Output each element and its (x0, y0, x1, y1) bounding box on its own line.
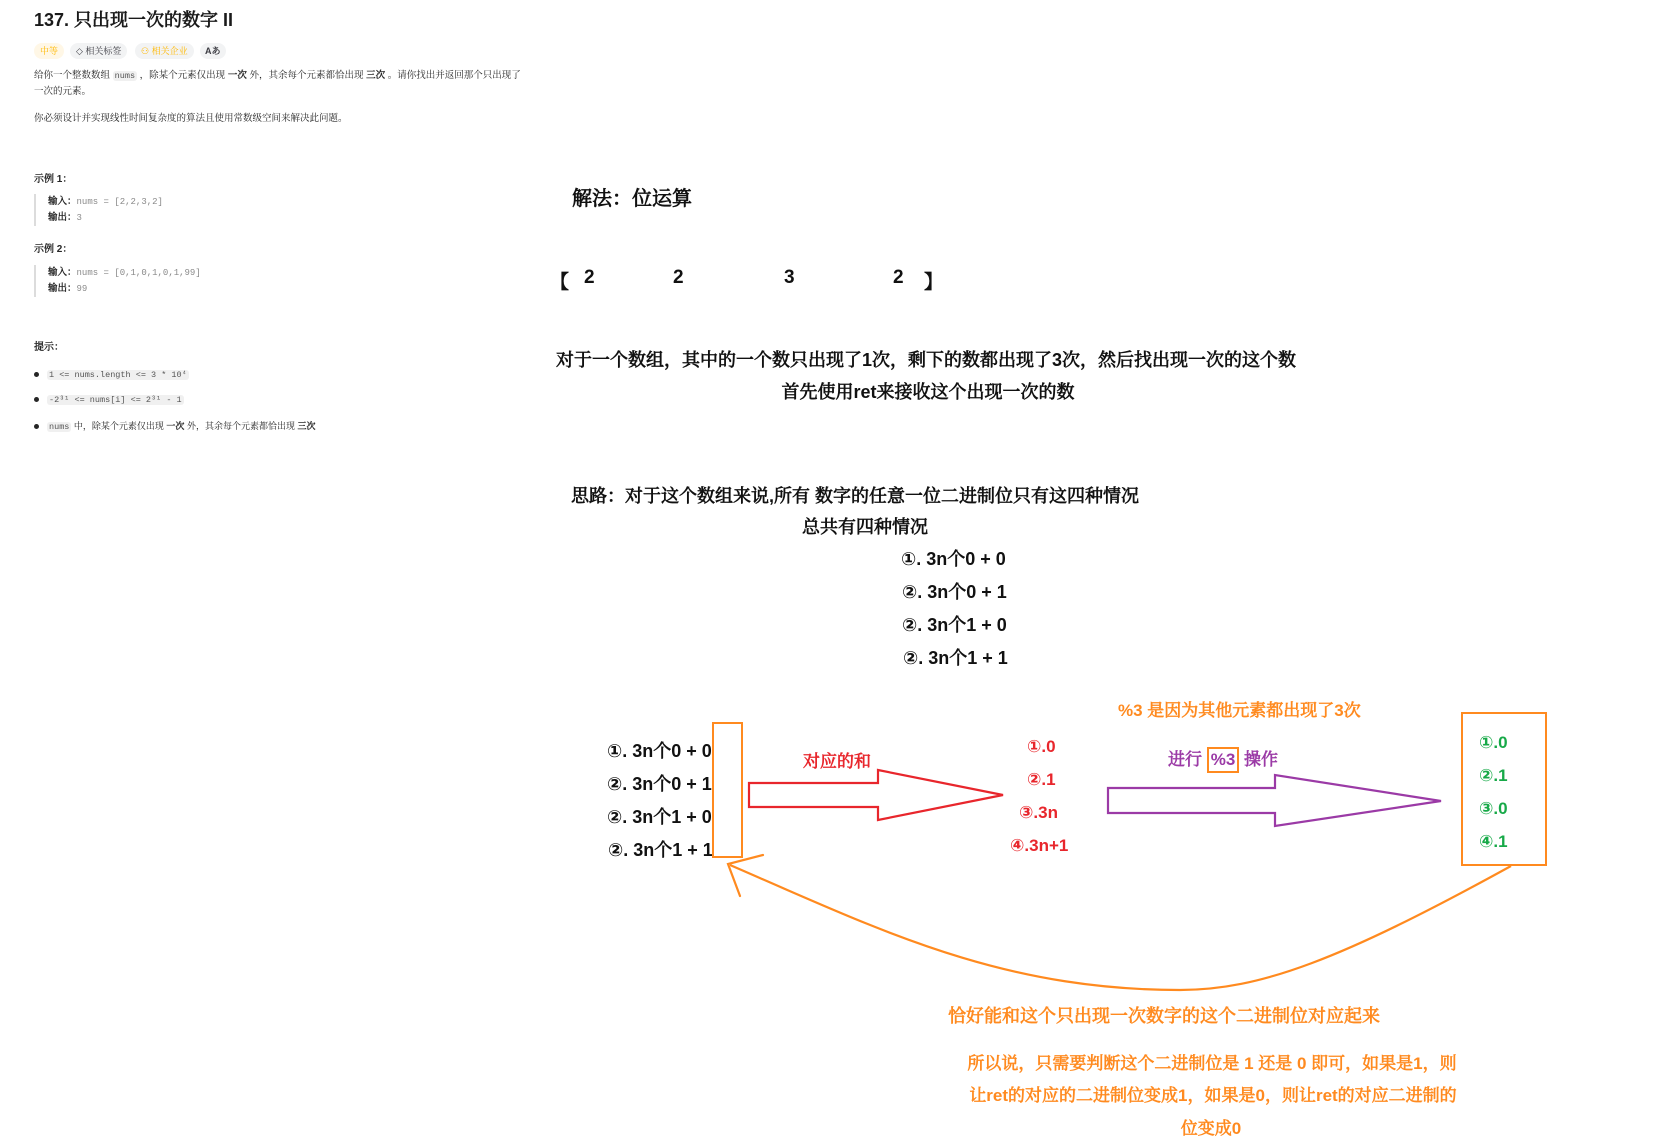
mod-operation-label: 进行 %3 操作 (1168, 745, 1278, 773)
example1-heading: 示例 1： (34, 174, 73, 185)
left-case-item: ②. 3n个0 + 1 (607, 774, 712, 794)
related-companies-button[interactable]: ⚇ 相关企业 (135, 43, 194, 59)
left-case-item: ①. 3n个0 + 0 (607, 741, 712, 761)
idea-line1: 思路：对于这个数组来说,所有 数字的任意一位二进制位只有这四种情况 (571, 486, 1139, 506)
example2-box: 输入：nums = [0,1,0,1,0,1,99] 输出：99 (34, 265, 201, 297)
array-value: 2 (893, 267, 904, 288)
hint-item: nums 中，除某个元素仅出现 一次 外，其余每个元素都恰出现 三次 (34, 419, 315, 432)
array-value: 2 (584, 267, 595, 288)
conclusion-line: 让ret的对应的二进制位变成1，如果是0，则让ret的对应二进制的 (969, 1086, 1457, 1105)
sum-label: 对应的和 (803, 752, 871, 771)
inline-code: nums (114, 71, 136, 81)
example2-heading: 示例 2： (34, 244, 73, 255)
font-size-icon[interactable]: Aあ (200, 43, 226, 59)
result-item: ④.1 (1479, 832, 1508, 851)
left-case-item: ②. 3n个1 + 0 (607, 807, 712, 827)
problem-description: 给你一个整数数组 nums ，除某个元素仅出现 一次 外，其余每个元素都恰出现 三次 。请你找出并返回那个只出现了 (34, 70, 521, 81)
problem-description-line2: 一次的元素。 (34, 86, 92, 97)
sum-item: ①.0 (1027, 737, 1056, 756)
sum-item: ③.3n (1019, 803, 1058, 822)
case-item: ①. 3n个0 + 0 (901, 549, 1006, 569)
solution-title: 解法：位运算 (572, 188, 692, 210)
result-item: ③.0 (1479, 799, 1508, 818)
case-item: ②. 3n个1 + 0 (902, 615, 1007, 635)
example1-box: 输入：nums = [2,2,3,2] 输出：3 (34, 194, 163, 226)
idea-line2: 总共有四种情况 (802, 517, 928, 537)
sum-item: ②.1 (1027, 770, 1056, 789)
sum-item: ④.3n+1 (1010, 836, 1069, 855)
array-value: 2 (673, 267, 684, 288)
description-line1: 对于一个数组，其中的一个数只出现了1次，剩下的数都出现了3次，然后找出现一次的这个数 (555, 350, 1297, 370)
hint-item: 1 <= nums.length <= 3 * 10⁴ (34, 369, 189, 380)
hint-item: -2³¹ <= nums[i] <= 2³¹ - 1 (34, 394, 184, 405)
problem-constraint-text: 你必须设计并实现线性时间复杂度的算法且使用常数级空间来解决此问题。 (34, 113, 348, 124)
hints-heading: 提示： (34, 342, 64, 353)
description-line2: 首先使用ret来接收这个出现一次的数 (781, 382, 1075, 402)
array-value: 3 (784, 267, 795, 288)
array-open-bracket: 【 (550, 272, 570, 293)
result-item: ①.0 (1479, 733, 1508, 752)
conclusion-line: 所以说，只需要判断这个二进制位是 1 还是 0 即可，如果是1，则 (967, 1054, 1457, 1073)
mod-op-box: %3 (1207, 747, 1240, 773)
purple-arrow (1108, 775, 1441, 826)
bits-highlight-box (713, 723, 742, 857)
case-item: ②. 3n个0 + 1 (902, 582, 1007, 602)
array-close-bracket: 】 (924, 272, 944, 293)
conclusion-line: 位变成0 (1180, 1119, 1242, 1138)
result-item: ②.1 (1479, 766, 1508, 785)
results-box (1462, 713, 1546, 865)
feedback-arrow-head (728, 855, 763, 896)
mod-note: %3 是因为其他元素都出现了3次 (1118, 701, 1361, 720)
case-item: ②. 3n个1 + 1 (903, 648, 1008, 668)
feedback-curve-arrow (730, 865, 1511, 990)
left-case-item: ②. 3n个1 + 1 (608, 840, 713, 860)
problem-title: 137. 只出现一次的数字 II (34, 10, 234, 30)
red-arrow (749, 770, 1003, 820)
match-note: 恰好能和这个只出现一次数字的这个二进制位对应起来 (948, 1006, 1380, 1026)
difficulty-badge: 中等 (34, 43, 64, 59)
related-tags-button[interactable]: ◇ 相关标签 (70, 43, 127, 59)
